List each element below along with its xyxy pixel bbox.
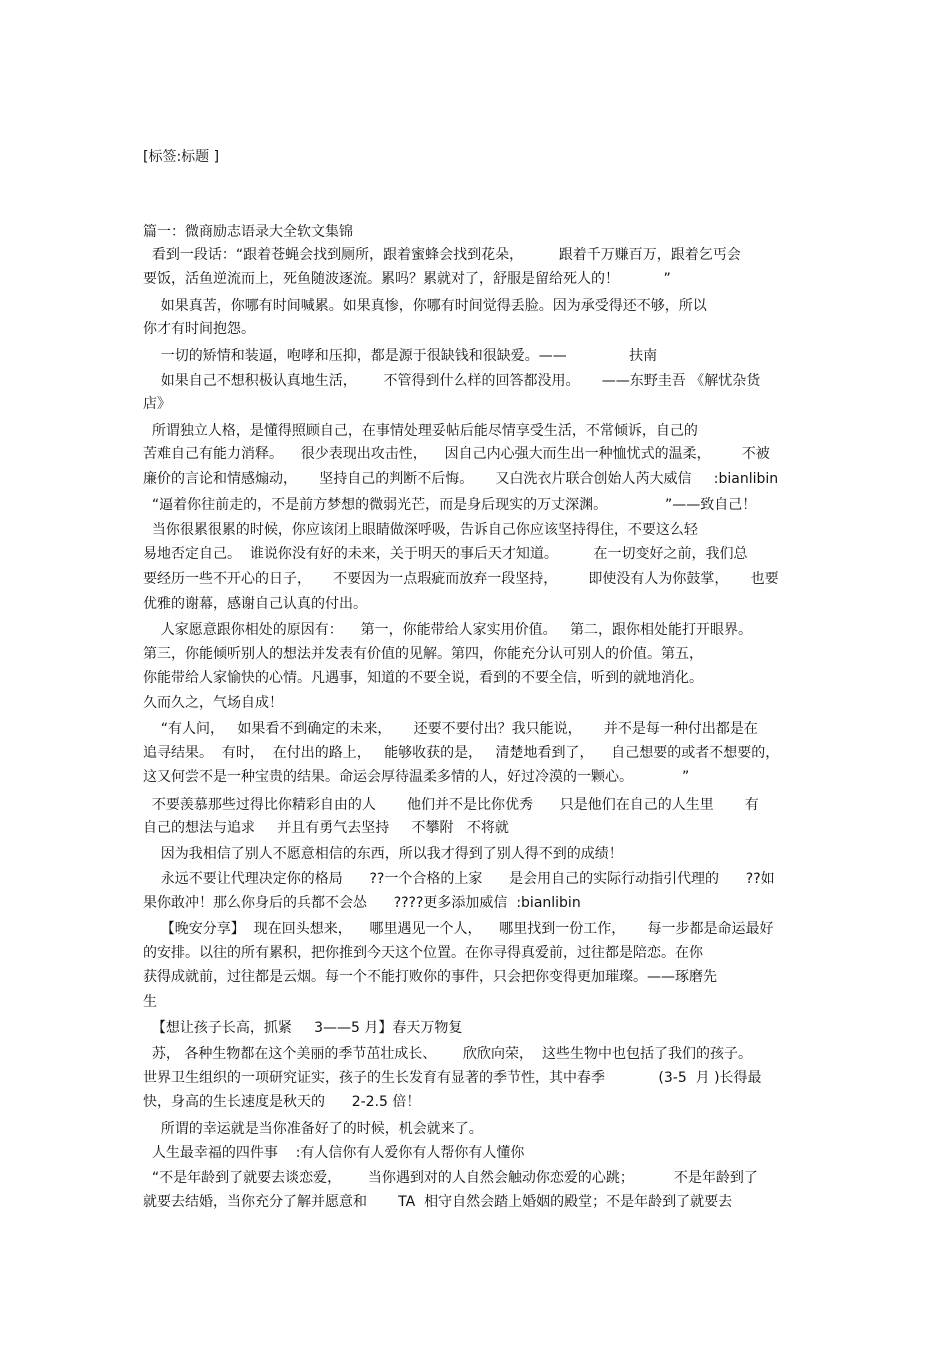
text-line: 苏， 各种生物都在这个美丽的季节茁壮成长、 欣欣向荣， 这些生物中也包括了我们的孩子。 — [143, 1046, 752, 1062]
text-line: 生 — [143, 994, 157, 1010]
text-line: 人家愿意跟你相处的原因有： 第一，你能带给人家实用价值。 第二，跟你相处能打开眼界。 — [143, 622, 752, 638]
text-line: 易地否定自己。 谁说你没有好的未来，关于明天的事后天才知道。 在一切变好之前，我们总 — [143, 546, 748, 562]
text-line: “逼着你往前走的，不是前方梦想的微弱光芒，而是身后现实的万丈深渊。 ”——致自己！ — [143, 497, 757, 513]
text-line: 如果自己不想积极认真地生活， 不管得到什么样的回答都没用。 ——东野圭吾 《解忧杂货 — [143, 373, 761, 389]
text-line: 不要羡慕那些过得比你精彩自由的人 他们并不是比你优秀 只是他们在自己的人生里 有 — [143, 797, 759, 813]
text-line: 快，身高的生长速度是秋天的 2-2.5 倍！ — [143, 1094, 421, 1110]
text-line: 人生最幸福的四件事 :有人信你有人爱你有人帮你有人懂你 — [143, 1145, 525, 1161]
text-line: 的安排。以往的所有累积，把你推到今天这个位置。在你寻得真爱前，过往都是陪恋。在你 — [143, 945, 703, 961]
text-line: 果你敢冲！那么你身后的兵都不会怂 ????更多添加威信 :bianlibin — [143, 895, 581, 911]
text-line: “有人问， 如果看不到确定的未来， 还要不要付出？我只能说， 并不是每一种付出都是在 — [143, 721, 758, 737]
text-line: 当你很累很累的时候，你应该闭上眼睛做深呼吸，告诉自己你应该坚持得住，不要这么轻 — [143, 522, 698, 538]
text-line: 苦难自己有能力消释。 很少表现出攻击性， 因自己内心强大而生出一种恤忧式的温柔， 不被 — [143, 446, 770, 462]
text-line: 永远不要让代理决定你的格局 ??一个合格的上家 是会用自己的实际行动指引代理的 ??如 — [143, 871, 775, 887]
text-line: 第三，你能倾听别人的想法并发表有价值的见解。第四，你能充分认可别人的价值。第五， — [143, 646, 703, 662]
text-line: 优雅的谢幕，感谢自己认真的付出。 — [143, 596, 367, 612]
article-title: 篇一：微商励志语录大全软文集锦 — [143, 224, 353, 240]
text-line: 追寻结果。 有时， 在付出的路上， 能够收获的是， 清楚地看到了， 自己想要的或者不想要的， — [143, 745, 780, 761]
text-line: 所谓的幸运就是当你准备好了的时候，机会就来了。 — [143, 1121, 483, 1137]
text-line: 店》 — [143, 396, 171, 412]
text-line: 自己的想法与追求 并且有勇气去坚持 不攀附 不将就 — [143, 820, 509, 836]
text-line: 因为我相信了别人不愿意相信的东西，所以我才得到了别人得不到的成绩！ — [143, 846, 623, 862]
text-line: 【想让孩子长高，抓紧 3——5 月】春天万物复 — [143, 1020, 463, 1036]
text-line: 所谓独立人格，是懂得照顾自己，在事情处理妥帖后能尽情享受生活，不常倾诉，自己的 — [143, 423, 698, 439]
text-line: 你能带给人家愉快的心情。凡遇事，知道的不要全说，看到的不要全信，听到的就地消化。 — [143, 670, 703, 686]
text-line: 久而久之，气场自成！ — [143, 695, 283, 711]
text-line: “不是年龄到了就要去谈恋爱， 当你遇到对的人自然会触动你恋爱的心跳； 不是年龄到了 — [143, 1170, 758, 1186]
text-line: 要经历一些不开心的日子， 不要因为一点瑕疵而放弃一段坚持， 即使没有人为你鼓掌， 也要 — [143, 571, 779, 587]
text-line: 要饭，活鱼逆流而上，死鱼随波逐流。累吗？累就对了，舒服是留给死人的！ ” — [143, 271, 671, 287]
text-line: 一切的矫情和装逼，咆哮和压抑，都是源于很缺钱和很缺爱。—— 扶南 — [143, 348, 658, 364]
text-line: 廉价的言论和情感煽动， 坚持自己的判断不后悔。 又白洗衣片联合创始人芮大威信 :bianlibin — [143, 471, 779, 487]
document-tag: [标签:标题 ] — [143, 149, 220, 165]
text-line: 世界卫生组织的一项研究证实，孩子的生长发育有显著的季节性，其中春季 (3-5 月 )长得最 — [143, 1070, 762, 1086]
text-line: 如果真苦，你哪有时间喊累。如果真惨，你哪有时间觉得丢脸。因为承受得还不够，所以 — [143, 298, 707, 314]
text-line: 你才有时间抱怨。 — [143, 321, 255, 337]
text-line: 这又何尝不是一种宝贵的结果。命运会厚待温柔多情的人，好过冷漠的一颗心。 ” — [143, 769, 690, 785]
text-line: 就要去结婚，当你充分了解并愿意和 TA 相守自然会踏上婚姻的殿堂；不是年龄到了就要去 — [143, 1194, 733, 1210]
text-line: 获得成就前，过往都是云烟。每一个不能打败你的事件，只会把你变得更加璀璨。——琢磨先 — [143, 969, 717, 985]
text-line: 看到一段话：“跟着苍蝇会找到厕所，跟着蜜蜂会找到花朵， 跟着千万赚百万，跟着乞丐会 — [143, 247, 741, 263]
text-line: 【晚安分享】 现在回头想来， 哪里遇见一个人， 哪里找到一份工作， 每一步都是命运最好 — [143, 921, 774, 937]
